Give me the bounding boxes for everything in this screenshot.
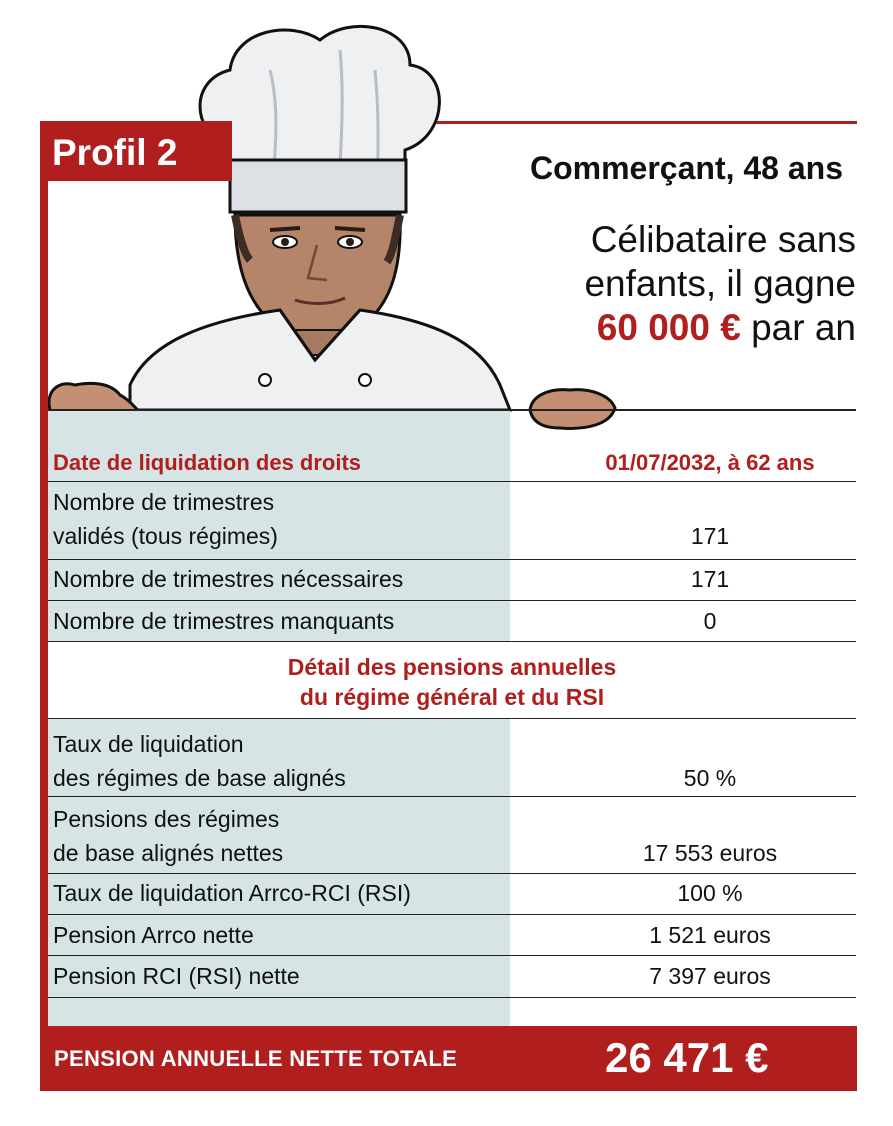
row-label: Pension Arrco nette: [53, 922, 254, 948]
row-value: 171: [690, 523, 730, 549]
row-label: Nombre de trimestres nécessaires: [53, 566, 404, 592]
liquidation-date-value: 01/07/2032, à 62 ans: [605, 450, 815, 475]
row-label-line2: validés (tous régimes): [53, 523, 278, 549]
row-label: Pension RCI (RSI) nette: [53, 963, 300, 989]
section-heading-line2: du régime général et du RSI: [299, 684, 605, 710]
person-description: [476, 218, 856, 350]
row-label: Taux de liquidation Arrco-RCI (RSI): [53, 880, 411, 906]
frame-left-rule: [40, 121, 48, 1091]
row-label-line2: de base alignés nettes: [53, 840, 284, 866]
row-value: 100 %: [677, 880, 743, 906]
table-row: [48, 956, 856, 998]
row-value: 0: [703, 608, 717, 634]
row-label-line1: Taux de liquidation: [53, 731, 244, 757]
table-header-row: [48, 410, 856, 482]
person-income-line: [476, 306, 856, 350]
row-label-line1: Pensions des régimes: [53, 806, 280, 832]
row-value: 17 553 euros: [642, 840, 778, 866]
profile-tab-label: Profil 2: [52, 132, 178, 173]
row-value: 7 397 euros: [649, 963, 771, 989]
person-description-line1: Célibataire sans: [590, 219, 856, 260]
person-income: 60 000 €: [596, 307, 741, 348]
row-value: 1 521 euros: [649, 922, 771, 948]
section-heading-line1: Détail des pensions annuelles: [287, 654, 617, 680]
total-value: 26 471 €: [605, 1034, 769, 1081]
row-value: 171: [690, 566, 730, 592]
total-label: PENSION ANNUELLE NETTE TOTALE: [54, 1046, 458, 1071]
row-label-line2: des régimes de base alignés: [53, 765, 346, 791]
pension-table: [48, 410, 856, 998]
table-row: [48, 560, 856, 601]
profile-tab: [40, 121, 232, 181]
person-income-suffix: par an: [740, 307, 856, 348]
table-row: [48, 874, 856, 915]
person-title: Commerçant, 48 ans: [529, 150, 843, 186]
table-row: [48, 719, 856, 797]
section-heading-row: [48, 642, 856, 719]
liquidation-date-label: Date de liquidation des droits: [53, 450, 362, 475]
row-label-line1: Nombre de trimestres: [53, 489, 275, 515]
total-bar: [40, 1026, 857, 1091]
table-row: [48, 797, 856, 874]
table-row: [48, 482, 856, 560]
table-row: [48, 915, 856, 956]
table-row: [48, 601, 856, 642]
row-value: 50 %: [683, 765, 737, 791]
row-label: Nombre de trimestres manquants: [53, 608, 395, 634]
person-description-line2: enfants, il gagne: [584, 263, 856, 304]
